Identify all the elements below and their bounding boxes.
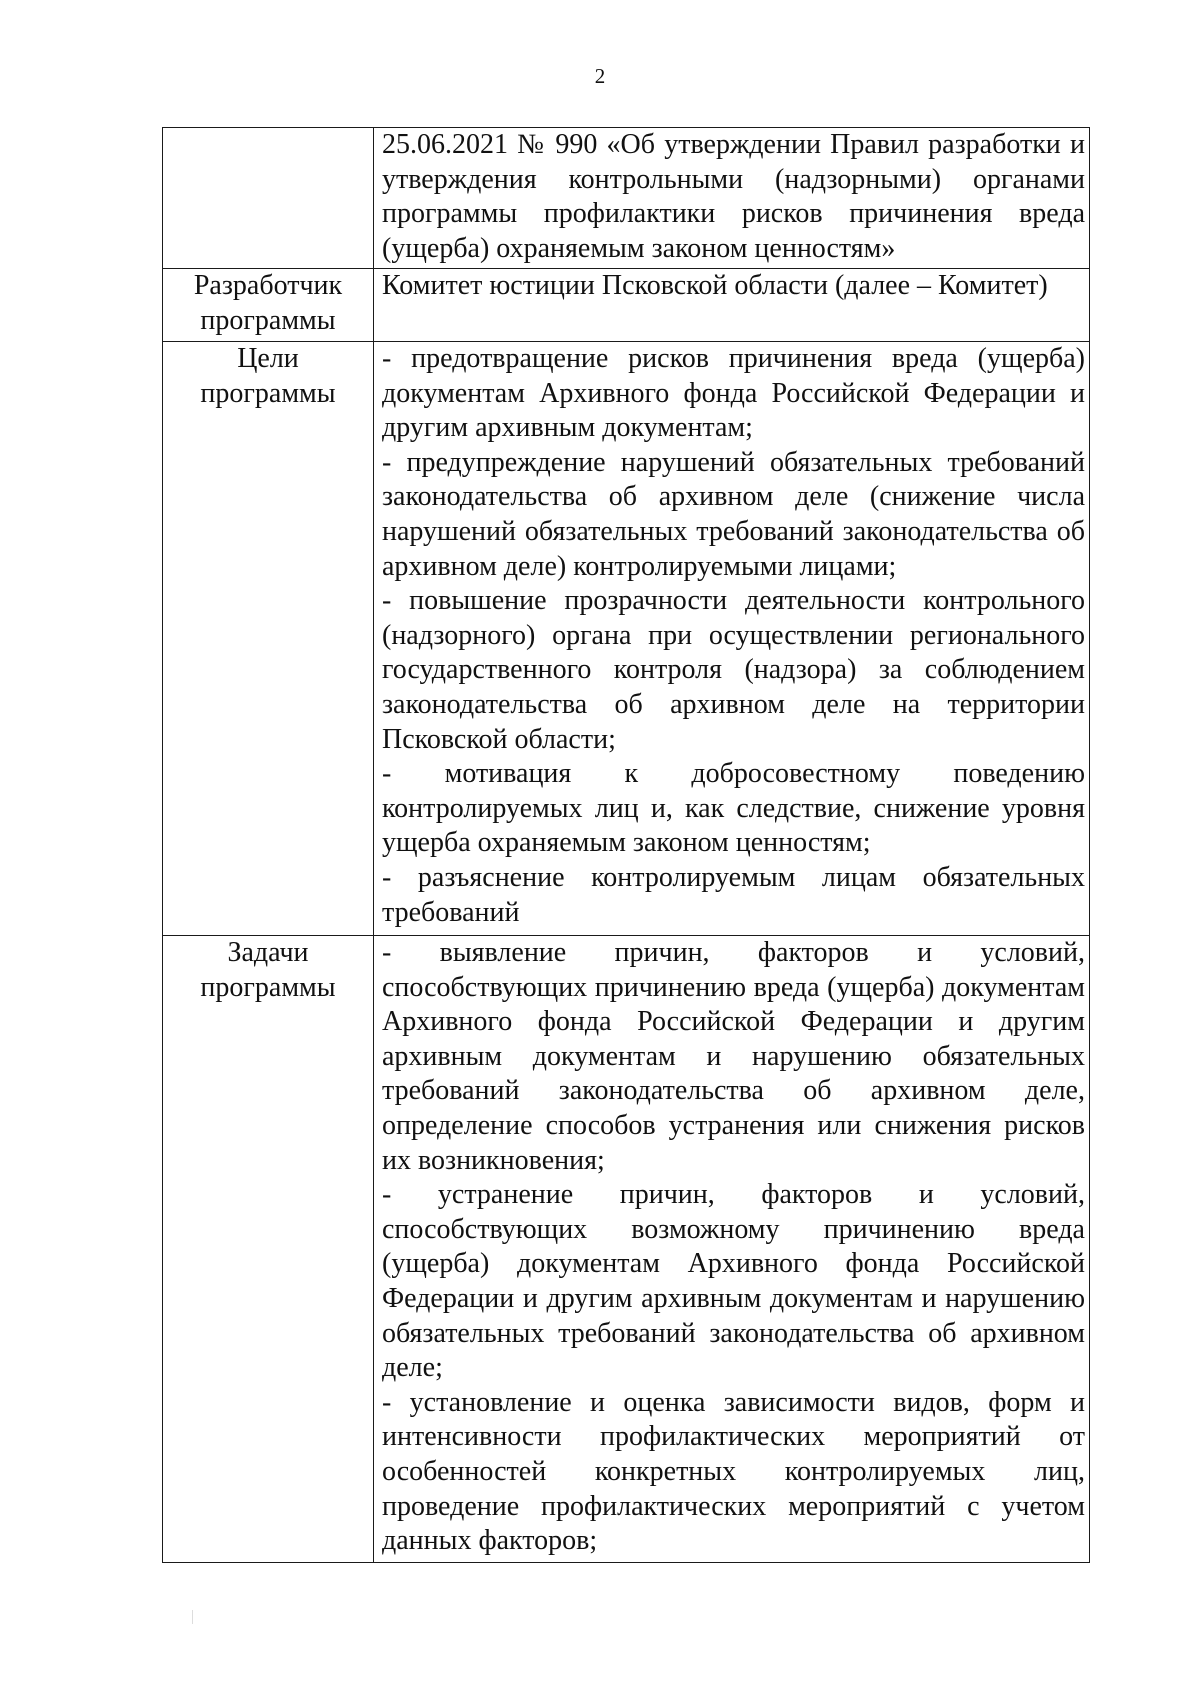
goals-label: Цели программы [200,343,336,409]
row-label-cell [163,936,374,1563]
row-label-cell [163,269,374,342]
row-content-cell [374,936,1090,1563]
program-passport-table [162,127,1090,1563]
page-number: 2 [594,64,606,88]
goal-item: - разъяснение контролируемым лицам обязательных требований [382,861,1085,928]
developer-label: Разработчик программы [193,270,343,336]
goal-item: - повышение прозрачности деятельности контрольного (надзорного) органа при осуществлении регионального государственного контроля (надзора) за соблюдением законодательства об архивном деле на территории Псковской области; [382,585,1085,755]
table-row [163,128,1090,269]
goal-item: - предотвращение рисков причинения вреда (ущерба) документам Архивного фонда Российской Федерации и другим архивным документам; [382,343,1085,444]
goal-item: - мотивация к добросовестному поведению контролируемых лиц и, как следствие, снижение уровня ущерба охраняемым законом ценностям; [382,758,1085,859]
task-item: - устранение причин, факторов и условий, способствующих возможному причинению вреда (ущерба) документам Архивного фонда Российской Федерации и другим архивным документам и нарушению обязательных требований законодательства об архивном деле; [382,1179,1085,1384]
row-label-cell [163,128,374,269]
task-item: - установление и оценка зависимости видов, форм и интенсивности профилактических мероприятий от особенностей конкретных контролируемых лиц, проведение профилактических мероприятий с учетом данных факторов; [382,1386,1085,1557]
row-label-cell [163,342,374,936]
table-row [163,936,1090,1563]
legal-basis-text: 25.06.2021 № 990 «Об утверждении Правил разработки и утверждения контрольными (надзорными) органами программы профилактики рисков причинения вреда (ущерба) охраняемым законом ценностям» [382,129,1085,264]
scan-artifact [192,1610,193,1624]
tasks-label: Задачи программы [200,937,336,1003]
table-row [163,269,1090,342]
row-content-cell [374,128,1090,269]
row-content-cell [374,269,1090,342]
table-row [163,342,1090,936]
developer-text: Комитет юстиции Псковской области (далее – Комитет) [382,270,1048,301]
goal-item: - предупреждение нарушений обязательных требований законодательства об архивном деле (снижение числа нарушений обязательных требований законодательства об архивном деле) контролируемыми лицами; [382,446,1085,582]
row-content-cell [374,342,1090,936]
task-item: - выявление причин, факторов и условий, способствующих причинению вреда (ущерба) документам Архивного фонда Российской Федерации и другим архивным документам и нарушению обязательных требований законодательства об архивном деле, определение способов устранения или снижения рисков их возникновения; [382,937,1085,1176]
